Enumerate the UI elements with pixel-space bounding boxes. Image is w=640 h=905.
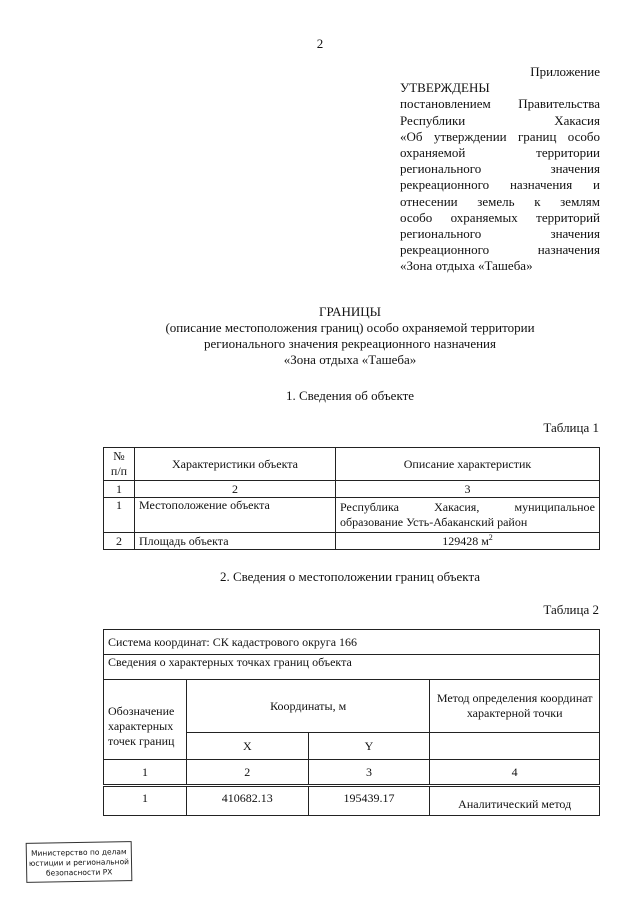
annex-line: рекреационного назначения и [400, 177, 600, 193]
page-number: 2 [316, 36, 324, 51]
boundary-points-table [103, 629, 600, 816]
description-cell [336, 533, 600, 550]
registration-stamp [26, 841, 133, 883]
stamp-line: юстиции и региональной [28, 857, 130, 868]
table-row [104, 786, 600, 816]
table2-label: Таблица 2 [543, 602, 599, 617]
method-value: Аналитический метод [430, 786, 600, 816]
title-heading: ГРАНИЦЫ [319, 304, 381, 319]
section-heading-1: 1. Сведения об объекте [285, 388, 415, 403]
y-value: 195439.17 [308, 786, 430, 816]
characteristic-cell: Местоположение объекта [135, 498, 336, 533]
numbering-cell: 3 [308, 760, 430, 786]
table-row [104, 533, 600, 550]
coordinates-header: Координаты, м [186, 680, 429, 733]
description-cell: Республика Хакасия, муниципальное образование Усть-Абаканский район [336, 498, 600, 533]
annex-line: охраняемой территории [400, 145, 600, 161]
point-id: 1 [104, 786, 187, 816]
approved-label: УТВЕРЖДЕНЫ [400, 80, 490, 96]
point-designation-header: Обозначение характерных точек границ [104, 680, 187, 760]
document-title [90, 304, 610, 368]
annex-last-line: «Зона отдыха «Ташеба» [400, 258, 533, 274]
annex-line: особо охраняемых территорий [400, 209, 600, 225]
title-line: (описание местоположения границ) особо охраняемой территории [165, 320, 535, 335]
numbering-cell: 1 [104, 760, 187, 786]
table1-label: Таблица 1 [543, 420, 599, 435]
annex-line: регионального значения [400, 161, 600, 177]
title-line: «Зона отдыха «Ташеба» [283, 352, 417, 367]
numbering-cell: 2 [186, 760, 308, 786]
header-cell: Характеристики объекта [135, 448, 336, 481]
stamp-line: безопасности РХ [45, 867, 113, 878]
numbering-cell: 2 [135, 481, 336, 498]
row-number: 1 [104, 498, 135, 533]
characteristic-cell: Площадь объекта [135, 533, 336, 550]
points-caption: Сведения о характерных точках границ объекта [104, 655, 600, 680]
annex-line: Республики Хакасия [400, 112, 600, 128]
stamp-line: Министерство по делам [30, 847, 127, 858]
method-header: Метод определения координат характерной точки [430, 680, 600, 733]
annex-line: «Об утверждении границ особо [400, 128, 600, 144]
annex-label: Приложение [530, 64, 600, 79]
empty-cell [430, 733, 600, 760]
row-number: 2 [104, 533, 135, 550]
annex-line: регионального значения [400, 226, 600, 242]
annex-block [400, 64, 600, 275]
numbering-cell: 4 [430, 760, 600, 786]
table-row [104, 498, 600, 533]
header-cell: Описание характеристик [336, 448, 600, 481]
annex-line: рекреационного назначения [400, 242, 600, 258]
coordinate-system: Система координат: СК кадастрового округа 166 [104, 630, 600, 655]
y-header: Y [308, 733, 430, 760]
area-unit-power: 2 [488, 533, 493, 542]
numbering-cell: 3 [336, 481, 600, 498]
title-line: регионального значения рекреационного назначения [204, 336, 496, 351]
area-value: 129428 м [442, 534, 489, 548]
annex-line: постановлением Правительства [400, 96, 600, 112]
object-info-table [103, 447, 600, 550]
table-numbering-row [104, 760, 600, 786]
numbering-cell: 1 [104, 481, 135, 498]
x-header: X [186, 733, 308, 760]
annex-line: отнесении земель к землям [400, 193, 600, 209]
section-heading-2: 2. Сведения о местоположении границ объекта [219, 569, 481, 584]
table-header-row [104, 448, 600, 481]
x-value: 410682.13 [186, 786, 308, 816]
table-numbering-row [104, 481, 600, 498]
header-cell: № п/п [104, 448, 135, 481]
